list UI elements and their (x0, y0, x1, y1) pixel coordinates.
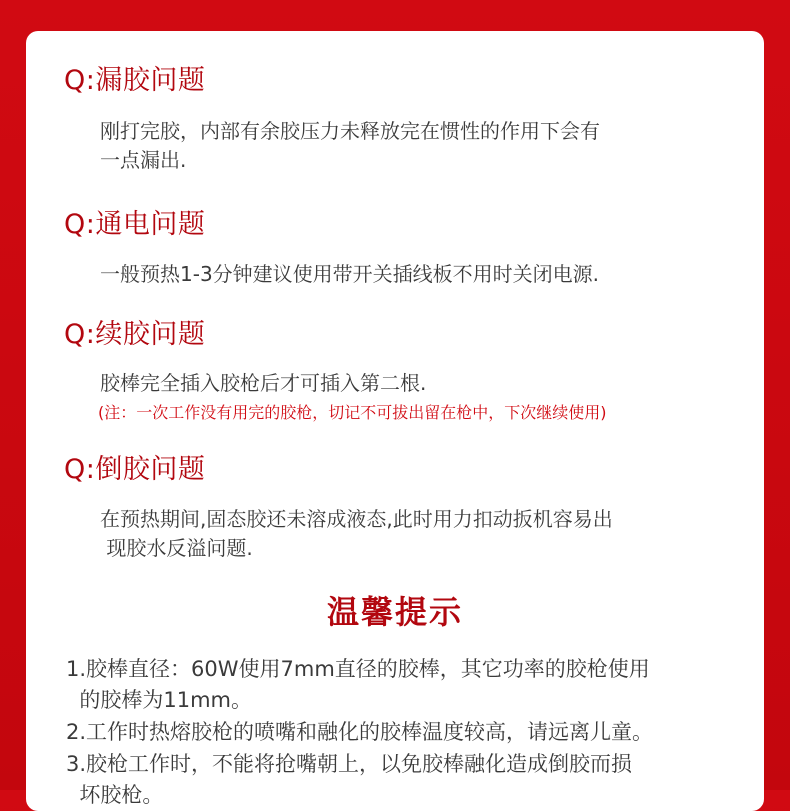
faq-note-refill: (注：一次工作没有用完的胶枪，切记不可拔出留在枪中，下次继续使用) (98, 403, 607, 422)
tip-line: 坏胶枪。 (66, 783, 164, 807)
faq-answer-power (100, 260, 740, 289)
faq-answer-leaking (100, 117, 740, 175)
faq-question-refill: Q:续胶问题 (64, 319, 206, 350)
tip-line: 的胶棒为11mm。 (66, 688, 252, 712)
tip-line: 1.胶棒直径：60W使用7mm直径的胶棒，其它功率的胶枪使用 (66, 657, 650, 681)
tip-item-2 (66, 717, 736, 748)
tip-item-1 (66, 654, 736, 716)
answer-line: 刚打完胶，内部有余胶压力未释放完在惯性的作用下会有 (100, 119, 600, 143)
answer-line: 一点漏出. (100, 148, 187, 172)
answer-line: 一般预热1-3分钟建议使用带开关插线板不用时关闭电源. (100, 262, 600, 286)
tip-line: 3.胶枪工作时，不能将抢嘴朝上，以免胶棒融化造成倒胶而损 (66, 752, 633, 776)
faq-question-power: Q:通电问题 (64, 209, 206, 240)
tip-item-3 (66, 749, 736, 811)
tip-line: 2.工作时热熔胶枪的喷嘴和融化的胶棒温度较高，请远离儿童。 (66, 720, 654, 744)
faq-answer-refill (100, 369, 740, 398)
answer-line: 在预热期间,固态胶还未溶成液态,此时用力扣动扳机容易出 (100, 507, 613, 531)
faq-question-backflow: Q:倒胶问题 (64, 454, 206, 485)
faq-answer-backflow (100, 505, 740, 563)
answer-line: 胶棒完全插入胶枪后才可插入第二根. (100, 371, 427, 395)
content-card (26, 31, 764, 811)
faq-question-leaking: Q:漏胶问题 (64, 65, 206, 96)
tips-title: 温馨提示 (326, 593, 463, 631)
answer-line: 现胶水反溢问题. (100, 536, 253, 560)
